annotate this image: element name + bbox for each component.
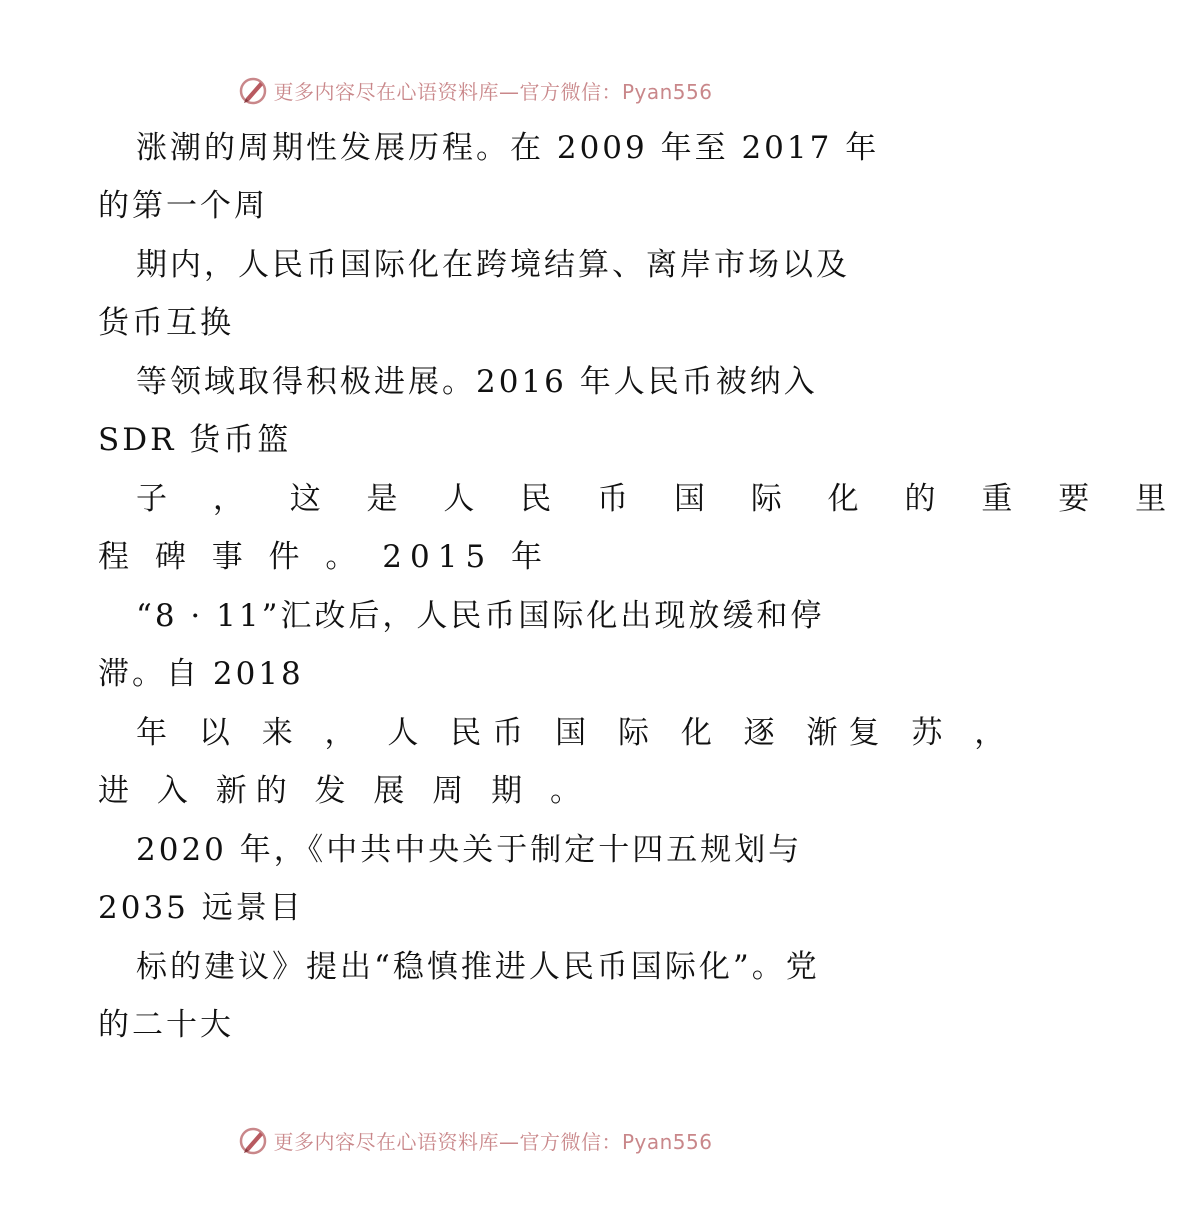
text-line: 进 入 新的 发 展 周 期 。 (98, 773, 590, 809)
text-line: 的二十大 (98, 1007, 234, 1043)
text-line: 年 以 来 ， 人 民币 国 际 化 逐 渐复 苏 ， (136, 715, 1017, 751)
text-line: 2035 远景目 (98, 890, 304, 926)
text-line: SDR 货币篮 (98, 422, 292, 458)
watermark-text: 更多内容尽在心语资料库—官方微信：Pyan556 (273, 1129, 713, 1154)
text-line: 涨潮的周期性发展历程。在 2009 年至 2017 年 (136, 130, 880, 166)
text-line: 期内，人民币国际化在跨境结算、离岸市场以及 (136, 247, 850, 283)
pen-logo-icon (237, 1124, 269, 1156)
text-line: 2020 年，《中共中央关于制定十四五规划与 (136, 832, 803, 868)
text-line: 的第一个周 (98, 188, 268, 224)
text-line: 标的建议》提出“稳慎推进人民币国际化”。党 (136, 949, 820, 985)
watermark-text: 更多内容尽在心语资料库—官方微信：Pyan556 (273, 79, 713, 104)
text-line: 货币互换 (98, 305, 234, 341)
text-line: “8 · 11”汇改后，人民币国际化出现放缓和停 (136, 598, 825, 634)
text-line: 子 ， 这 是 人 民 币 国 际 化 的 重 要 里 (136, 481, 1184, 517)
watermark-footer (0, 1120, 950, 1160)
text-line: 滞。自 2018 (98, 656, 304, 692)
text-line: 程 碑 事 件 。 2015 年 (98, 539, 551, 575)
text-line: 等领域取得积极进展。2016 年人民币被纳入 (136, 364, 818, 400)
